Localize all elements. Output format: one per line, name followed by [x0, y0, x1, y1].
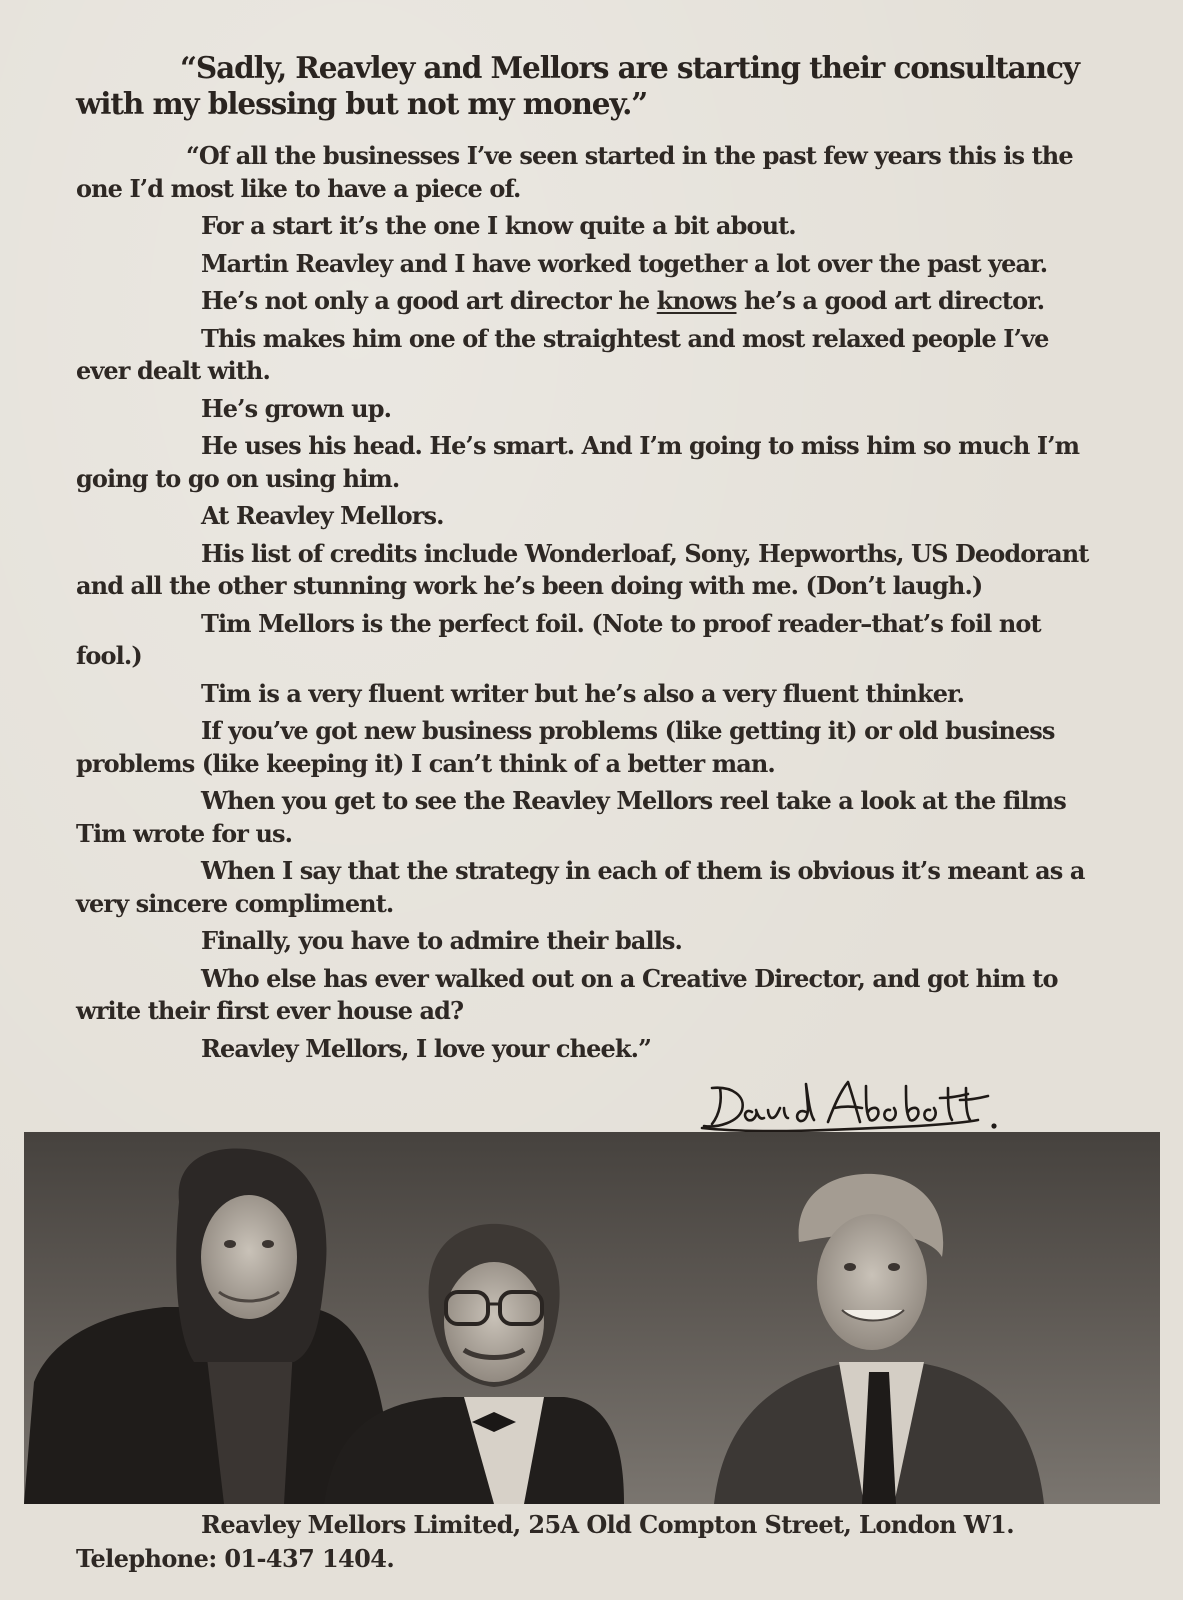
headline: “Sadly, Reavley and Mellors are starting their consultancy with my blessing but not my money.”	[76, 50, 1079, 121]
paragraph: At Reavley Mellors.	[201, 501, 444, 530]
paragraph: Tim Mellors is the perfect foil. (Note to proof reader–that’s foil not fool.)	[76, 608, 1041, 670]
paragraph-closing: Reavley Mellors, I love your cheek.”	[201, 1033, 652, 1063]
paragraph-part: He’s not only a good art director he	[201, 286, 650, 315]
photo-three-men	[24, 1132, 1160, 1504]
company-address: Reavley Mellors Limited, 25A Old Compton Street, London W1.	[201, 1510, 1014, 1539]
paragraph: He uses his head. He’s smart. And I’m going to miss him so much I’m going to go on using him.	[76, 431, 1080, 493]
body-copy	[76, 140, 1106, 1070]
paragraph: Martin Reavley and I have worked together a lot over the past year.	[201, 248, 1048, 278]
signature-dot	[991, 1123, 996, 1128]
paragraph: When you get to see the Reavley Mellors reel take a look at the films Tim wrote for us.	[76, 786, 1066, 848]
paragraph: This makes him one of the straightest and most relaxed people I’ve ever dealt with.	[76, 323, 1049, 385]
paragraph-knows	[76, 285, 1106, 318]
underlined-word: knows	[656, 286, 737, 315]
paragraph: Tim is a very fluent writer but he’s also a very fluent thinker.	[201, 678, 965, 708]
paragraph-intro: “Of all the businesses I’ve seen started in the past few years this is the one I’d most like to have a piece of.	[76, 141, 1073, 203]
paragraph-credits: His list of credits include Wonderloaf, Sony, Hepworths, US Deodorant and all the other stunning work he’s been doing with me. (Don’t laugh.)	[76, 538, 1089, 600]
paragraph: Who else has ever walked out on a Creative Director, and got him to write their first ever house ad?	[76, 963, 1058, 1025]
footer	[76, 1508, 1116, 1576]
paragraph: If you’ve got new business problems (like getting it) or old business problems (like keeping it) I can’t think of a better man.	[76, 716, 1055, 778]
paragraph: He’s grown up.	[201, 393, 392, 423]
paragraph-part: he’s a good art director.	[743, 286, 1045, 315]
paragraph: For a start it’s the one I know quite a bit about.	[201, 211, 796, 240]
handwritten-signature	[698, 1078, 1008, 1136]
paragraph: Finally, you have to admire their balls.	[201, 926, 682, 955]
telephone-number: Telephone: 01-437 1404.	[76, 1544, 395, 1573]
paragraph: When I say that the strategy in each of them is obvious it’s meant as a very sincere compliment.	[76, 856, 1085, 918]
